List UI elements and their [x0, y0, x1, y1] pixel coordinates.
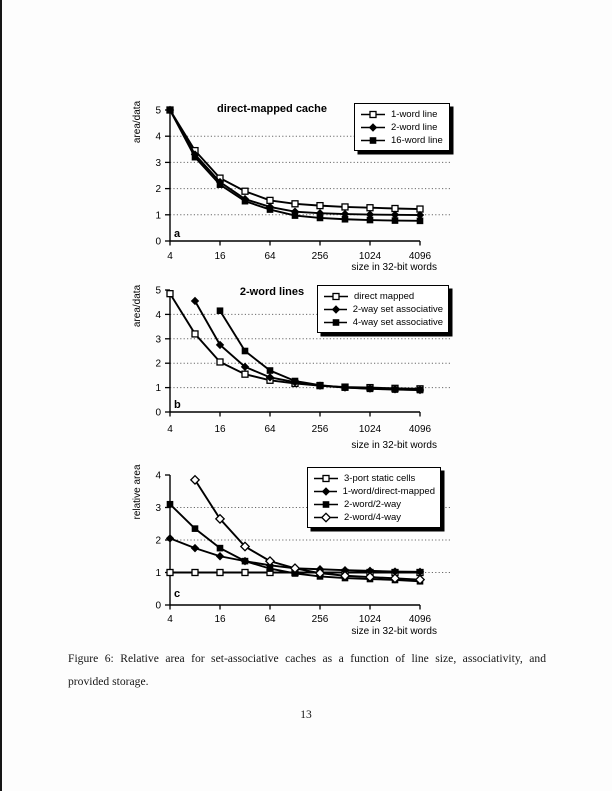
legend-item: [361, 121, 444, 134]
marker-square-filled: [217, 545, 224, 552]
x-tick-label: 64: [264, 251, 276, 262]
marker-square-filled: [167, 107, 174, 114]
figure-caption-line1: Figure 6: Relative area for set-associative caches as a function of line size, associativity, and: [68, 652, 546, 665]
legend-label: 1-word line: [391, 109, 438, 120]
y-tick-label: 5: [155, 285, 161, 297]
legend-marker-diamond-open: [314, 512, 338, 523]
legend-marker-square-filled: [324, 317, 347, 328]
legend-panel-c: [307, 467, 441, 528]
marker-square-filled: [317, 382, 324, 389]
marker-square-open: [167, 291, 173, 297]
x-tick-label: 16: [214, 424, 226, 435]
marker-diamond-filled: [332, 305, 340, 313]
marker-square-filled: [292, 378, 299, 385]
legend-item: [324, 290, 443, 303]
x-axis-title: size in 32-bit words: [351, 262, 437, 273]
legend-label: 4-way set associative: [352, 317, 443, 328]
marker-square-filled: [342, 384, 349, 391]
chart-panel-b: [0, 273, 612, 459]
figure-caption-line2: provided storage.: [68, 674, 149, 688]
marker-square-filled: [392, 386, 399, 393]
marker-square-open: [192, 570, 198, 576]
panel-label: b: [174, 399, 181, 411]
marker-diamond-filled: [369, 123, 377, 131]
figure-caption: [68, 648, 546, 693]
x-tick-label: 256: [311, 424, 329, 435]
y-axis-title: relative area: [132, 464, 143, 520]
marker-square-filled: [317, 215, 324, 222]
legend-label: 16-word line: [391, 135, 443, 146]
marker-square-filled: [342, 216, 349, 223]
marker-square-filled: [417, 218, 424, 225]
marker-square-open: [167, 570, 173, 576]
x-tick-label: 4096: [408, 251, 432, 262]
legend-item: [314, 485, 435, 498]
x-tick-label: 1024: [358, 251, 382, 262]
chart-panel-a: [0, 93, 612, 279]
legend-marker-diamond-filled: [314, 486, 337, 497]
marker-square-filled: [267, 206, 274, 213]
y-tick-label: 5: [155, 105, 161, 117]
legend-panel-b: [317, 285, 449, 333]
marker-square-filled: [267, 367, 274, 374]
legend-item: [361, 134, 444, 147]
legend-marker-square-filled: [314, 499, 338, 510]
y-tick-label: 2: [155, 535, 161, 547]
marker-square-open: [333, 294, 339, 300]
y-tick-label: 1: [155, 383, 161, 395]
marker-diamond-filled: [191, 544, 199, 552]
marker-diamond-filled: [191, 297, 199, 305]
x-tick-label: 64: [264, 424, 276, 435]
marker-square-filled: [192, 525, 199, 532]
y-axis-title: area/data: [132, 100, 143, 144]
x-tick-label: 256: [311, 614, 329, 625]
marker-square-open: [323, 476, 329, 482]
y-tick-label: 0: [155, 236, 161, 248]
y-tick-label: 4: [155, 131, 161, 143]
marker-square-open: [342, 204, 348, 210]
marker-square-open: [242, 371, 248, 377]
marker-diamond-filled: [322, 487, 330, 495]
marker-square-open: [370, 112, 376, 118]
x-tick-label: 1024: [358, 424, 382, 435]
chart-panel-c: [0, 458, 612, 644]
marker-square-filled: [370, 137, 377, 144]
y-tick-label: 0: [155, 600, 161, 612]
chart-title: direct-mapped cache: [216, 103, 328, 115]
marker-diamond-filled: [166, 534, 174, 542]
y-axis-title: area/data: [132, 284, 143, 328]
x-tick-label: 4: [167, 251, 173, 262]
x-tick-label: 4096: [408, 424, 432, 435]
marker-square-open: [217, 359, 223, 365]
x-tick-label: 16: [214, 251, 226, 262]
x-tick-label: 1024: [358, 614, 382, 625]
x-axis-title: size in 32-bit words: [351, 626, 437, 637]
marker-square-filled: [242, 348, 249, 355]
marker-square-filled: [323, 501, 330, 508]
y-tick-label: 3: [155, 334, 161, 346]
legend-item: [324, 316, 443, 329]
x-tick-label: 16: [214, 614, 226, 625]
x-tick-label: 64: [264, 614, 276, 625]
marker-diamond-open: [322, 513, 330, 521]
marker-square-open: [317, 203, 323, 209]
x-tick-label: 4096: [408, 614, 432, 625]
x-tick-label: 4: [167, 614, 173, 625]
marker-square-open: [292, 201, 298, 207]
legend-label: 2-word/4-way: [344, 512, 402, 523]
marker-square-filled: [242, 198, 249, 205]
marker-square-filled: [333, 319, 340, 326]
panel-label: a: [174, 228, 181, 240]
legend-marker-square-open: [361, 109, 385, 120]
marker-square-open: [267, 197, 273, 203]
legend-marker-square-open: [314, 473, 338, 484]
legend-item: [314, 498, 435, 511]
x-tick-label: 256: [311, 251, 329, 262]
legend-label: direct mapped: [354, 291, 415, 302]
legend-item: [324, 303, 443, 316]
legend-label: 3-port static cells: [344, 473, 416, 484]
legend-item: [361, 108, 444, 121]
marker-square-filled: [217, 181, 224, 188]
panel-label: c: [174, 588, 181, 600]
legend-marker-diamond-filled: [361, 122, 385, 133]
legend-item: [314, 472, 435, 485]
marker-square-filled: [367, 386, 374, 393]
marker-square-filled: [192, 154, 199, 161]
legend-marker-diamond-filled: [324, 304, 347, 315]
marker-square-open: [242, 188, 248, 194]
marker-square-filled: [217, 307, 224, 314]
page-number: 13: [300, 709, 312, 721]
legend-label: 2-word/2-way: [344, 499, 402, 510]
legend-label: 1-word/direct-mapped: [342, 486, 435, 497]
x-tick-label: 4: [167, 424, 173, 435]
marker-diamond-filled: [216, 552, 224, 560]
marker-square-open: [192, 331, 198, 337]
marker-square-open: [242, 570, 248, 576]
y-tick-label: 1: [155, 568, 161, 579]
legend-label: 2-word line: [391, 122, 438, 133]
marker-square-filled: [292, 212, 299, 219]
marker-square-filled: [242, 558, 249, 565]
x-axis-title: size in 32-bit words: [351, 440, 437, 451]
marker-square-filled: [367, 217, 374, 224]
marker-square-filled: [417, 387, 424, 394]
y-tick-label: 2: [155, 358, 161, 370]
legend-label: 2-way set associative: [352, 304, 443, 315]
marker-square-filled: [392, 217, 399, 224]
y-tick-label: 4: [155, 309, 161, 321]
marker-square-filled: [267, 565, 274, 572]
marker-square-filled: [167, 501, 174, 508]
y-tick-label: 4: [155, 470, 161, 482]
y-tick-label: 3: [155, 157, 161, 169]
legend-item: [314, 511, 435, 524]
y-tick-label: 0: [155, 407, 161, 419]
legend-panel-a: [354, 103, 450, 151]
y-tick-label: 3: [155, 503, 161, 514]
legend-marker-square-open: [324, 291, 348, 302]
marker-square-open: [217, 570, 223, 576]
marker-square-open: [367, 205, 373, 211]
y-tick-label: 2: [155, 184, 161, 196]
chart-title: 2-word lines: [239, 286, 305, 298]
legend-marker-square-filled: [361, 135, 385, 146]
y-tick-label: 1: [155, 210, 161, 222]
